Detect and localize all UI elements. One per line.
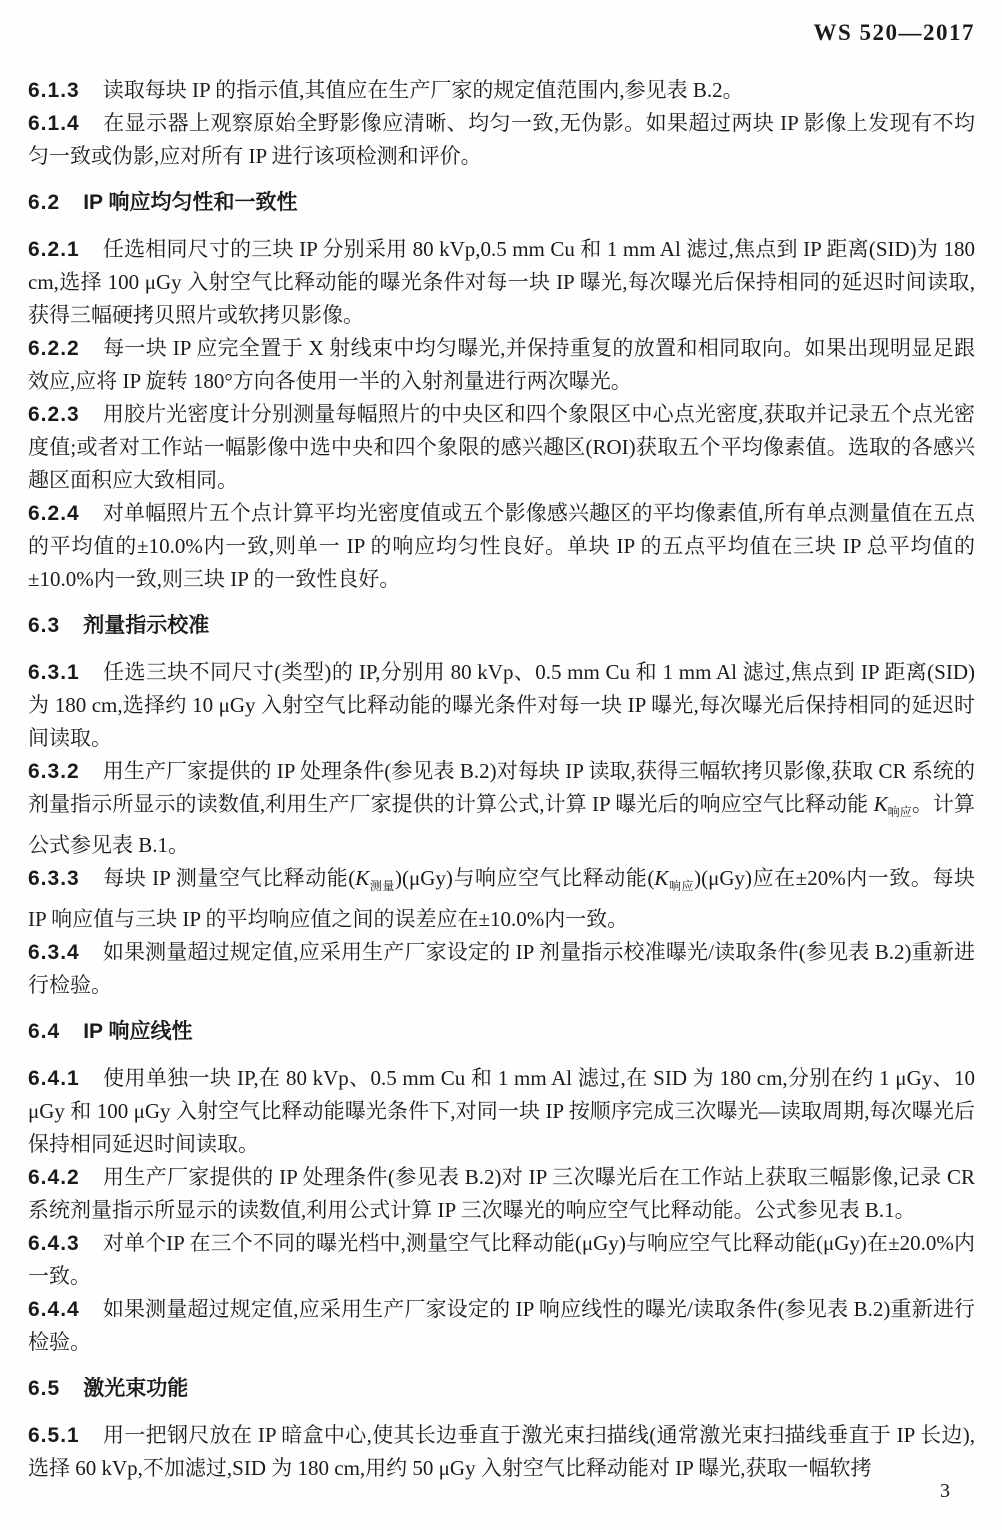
clause-text: 如果测量超过规定值,应采用生产厂家设定的 IP 响应线性的曝光/读取条件(参见表 B.2)重新进行检验。	[28, 1297, 975, 1354]
kerma-subscript: 响应	[668, 879, 695, 893]
clause-text: IP 响应均匀性和一致性	[83, 191, 298, 214]
clause-text: 用生产厂家提供的 IP 处理条件(参见表 B.2)对每块 IP 读取,获得三幅软拷贝影像,获取 CR 系统的剂量指示所显示的读数值,利用生产厂家提供的计算公式,计算 IP 曝光后的响应空气比释动能	[28, 759, 975, 816]
clause-number: 6.4	[28, 1020, 61, 1043]
clause-paragraph	[28, 233, 975, 332]
clause-text: 每块 IP 测量空气比释动能(	[102, 866, 356, 890]
clause-number: 6.2.1	[28, 238, 80, 261]
clause-text: IP 响应线性	[83, 1020, 193, 1043]
clause-paragraph	[28, 398, 975, 497]
clause-text: 。计算公式参见表 B.1。	[28, 792, 976, 857]
clause-paragraph	[28, 1161, 975, 1227]
clause-number: 6.3	[28, 614, 61, 637]
clause-text: 使用单独一块 IP,在 80 kVp、0.5 mm Cu 和 1 mm Al 滤过,在 SID 为 180 cm,分别在约 1 μGy、10 μGy 和 100 μGy 入射空气比释动能曝光条件下,对同一块 IP 按顺序完成三次曝光—读取周期,每次曝光后保持相同延迟时间读取。	[28, 1066, 975, 1156]
clause-paragraph	[28, 656, 975, 755]
clause-paragraph	[28, 1293, 975, 1359]
clause-text: 对单个IP 在三个不同的曝光档中,测量空气比释动能(μGy)与响应空气比释动能(μGy)在±20.0%内一致。	[28, 1231, 975, 1288]
section-heading	[28, 1372, 975, 1405]
clause-text: 如果测量超过规定值,应采用生产厂家设定的 IP 剂量指示校准曝光/读取条件(参见表 B.2)重新进行检验。	[28, 940, 975, 997]
clause-number: 6.2.3	[28, 403, 80, 426]
document-body	[28, 74, 975, 1485]
clause-text: 在显示器上观察原始全野影像应清晰、均匀一致,无伪影。如果超过两块 IP 影像上发现有不均匀一致或伪影,应对所有 IP 进行该项检测和评价。	[28, 111, 975, 168]
clause-number: 6.3.4	[28, 941, 80, 964]
clause-number: 6.5.1	[28, 1424, 80, 1447]
clause-text: 激光束功能	[83, 1377, 189, 1400]
section-heading	[28, 1015, 975, 1048]
kerma-subscript: 响应	[887, 805, 912, 819]
clause-text: 对单幅照片五个点计算平均光密度值或五个影像感兴趣区的平均像素值,所有单点测量值在五点的平均值的±10.0%内一致,则单一 IP 的响应均匀性良好。单块 IP 的五点平均值在三块 IP 总平均值的±10.0%内一致,则三块 IP 的一致性良好。	[28, 501, 975, 591]
kerma-variable: K	[873, 792, 888, 816]
page-number: 3	[940, 1480, 950, 1502]
clause-text: 用胶片光密度计分别测量每幅照片的中央区和四个象限区中心点光密度,获取并记录五个点光密度值;或者对工作站一幅影像中选中央和四个象限的感兴趣区(ROI)获取五个平均像素值。选取的各感兴趣区面积应大致相同。	[28, 402, 975, 492]
clause-number: 6.3.3	[28, 867, 80, 890]
clause-paragraph	[28, 332, 975, 398]
clause-number: 6.1.3	[28, 79, 80, 102]
clause-number: 6.3.1	[28, 661, 80, 684]
clause-paragraph	[28, 936, 975, 1002]
clause-paragraph	[28, 1419, 975, 1485]
section-heading	[28, 609, 975, 642]
clause-text: 用一把钢尺放在 IP 暗盒中心,使其长边垂直于激光束扫描线(通常激光束扫描线垂直于 IP 长边),选择 60 kVp,不加滤过,SID 为 180 cm,用约 50 μGy 入射空气比释动能对 IP 曝光,获取一幅软拷	[28, 1423, 975, 1480]
clause-paragraph	[28, 497, 975, 596]
kerma-variable: K	[654, 866, 669, 890]
clause-number: 6.4.4	[28, 1298, 80, 1321]
clause-text: )(μGy)与响应空气比释动能(	[394, 866, 655, 890]
clause-number: 6.4.1	[28, 1067, 80, 1090]
clause-text: 任选相同尺寸的三块 IP 分别采用 80 kVp,0.5 mm Cu 和 1 mm Al 滤过,焦点到 IP 距离(SID)为 180 cm,选择 100 μGy 入射空气比释动能的曝光条件对每一块 IP 曝光,每次曝光后保持相同的延迟时间读取,获得三幅硬拷贝照片或软拷贝影像。	[28, 237, 975, 327]
clause-number: 6.5	[28, 1377, 61, 1400]
kerma-subscript: 测量	[369, 879, 395, 893]
section-heading	[28, 186, 975, 219]
clause-text: 每一块 IP 应完全置于 X 射线束中均匀曝光,并保持重复的放置和相同取向。如果出现明显足跟效应,应将 IP 旋转 180°方向各使用一半的入射剂量进行两次曝光。	[28, 336, 975, 393]
clause-paragraph	[28, 74, 975, 107]
clause-text: 剂量指示校准	[83, 614, 210, 637]
kerma-variable: K	[355, 866, 370, 890]
clause-number: 6.2	[28, 191, 61, 214]
clause-paragraph	[28, 107, 975, 173]
clause-number: 6.2.4	[28, 502, 80, 525]
clause-text: 任选三块不同尺寸(类型)的 IP,分别用 80 kVp、0.5 mm Cu 和 1 mm Al 滤过,焦点到 IP 距离(SID)为 180 cm,选择约 10 μGy 入射空气比释动能的曝光条件对每一块 IP 曝光,每次曝光后保持相同的延迟时间读取。	[28, 660, 975, 750]
clause-number: 6.3.2	[28, 760, 80, 783]
clause-paragraph	[28, 1062, 975, 1161]
standard-code-header: WS 520—2017	[813, 20, 975, 45]
clause-paragraph	[28, 862, 975, 936]
clause-paragraph	[28, 755, 975, 862]
clause-number: 6.1.4	[28, 112, 80, 135]
clause-text: 读取每块 IP 的指示值,其值应在生产厂家的规定值范围内,参见表 B.2。	[102, 78, 744, 102]
clause-number: 6.2.2	[28, 337, 80, 360]
clause-text: )(μGy)应在±20%内一致。每块 IP 响应值与三块 IP 的平均响应值之间的误差应在±10.0%内一致。	[28, 866, 976, 931]
clause-number: 6.4.2	[28, 1166, 80, 1189]
clause-paragraph	[28, 1227, 975, 1293]
clause-number: 6.4.3	[28, 1232, 80, 1255]
clause-text: 用生产厂家提供的 IP 处理条件(参见表 B.2)对 IP 三次曝光后在工作站上获取三幅影像,记录 CR 系统剂量指示所显示的读数值,利用公式计算 IP 三次曝光的响应空气比释动能。公式参见表 B.1。	[28, 1165, 975, 1222]
